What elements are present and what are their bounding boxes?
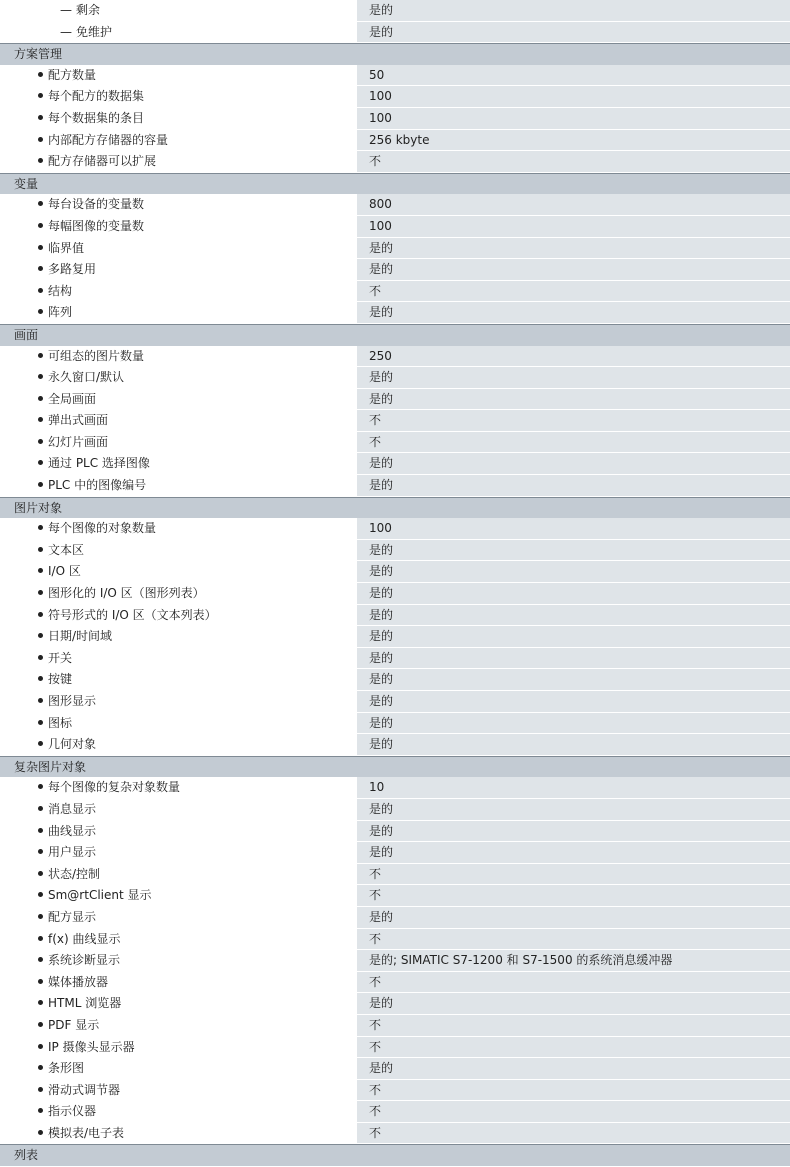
spec-value: 50	[357, 65, 790, 87]
spec-value: 是的	[357, 842, 790, 864]
spec-label: 几何对象	[48, 737, 97, 752]
spec-label-cell	[0, 561, 357, 583]
spec-label: 消息显示	[48, 801, 97, 816]
spec-label-cell	[0, 885, 357, 907]
section-header: 变量	[0, 173, 790, 195]
bullet-icon	[38, 93, 43, 98]
spec-label: 通过 PLC 选择图像	[48, 456, 150, 471]
spec-label-cell	[0, 799, 357, 821]
spec-value: 100	[357, 216, 790, 238]
spec-value: 是的	[357, 540, 790, 562]
spec-value: 不	[357, 1015, 790, 1037]
spec-label: 配方存储器可以扩展	[48, 154, 157, 169]
spec-label: 滑动式调节器	[48, 1082, 121, 1097]
spec-row	[0, 821, 790, 843]
spec-row	[0, 885, 790, 907]
section-header: 列表	[0, 1144, 790, 1166]
spec-value: 256 kbyte	[357, 130, 790, 152]
spec-label-cell	[0, 648, 357, 670]
dash-marker: —	[60, 3, 72, 17]
spec-value: 不	[357, 864, 790, 886]
spec-label-cell	[0, 432, 357, 454]
spec-row	[0, 108, 790, 130]
spec-value: 是的	[357, 0, 790, 22]
bullet-icon	[38, 158, 43, 163]
bullet-icon	[38, 914, 43, 919]
spec-label: 条形图	[48, 1061, 85, 1076]
spec-value: 是的	[357, 561, 790, 583]
bullet-icon	[38, 547, 43, 552]
spec-label-cell	[0, 972, 357, 994]
spec-label: PDF 显示	[48, 1017, 100, 1032]
bullet-icon	[38, 1000, 43, 1005]
spec-label: 幻灯片画面	[48, 434, 109, 449]
spec-row	[0, 346, 790, 368]
spec-value: 是的	[357, 259, 790, 281]
spec-label-cell	[0, 1080, 357, 1102]
bullet-icon	[38, 525, 43, 530]
spec-label: 多路复用	[48, 262, 97, 277]
spec-label: 永久窗口/默认	[48, 370, 125, 385]
spec-row	[0, 1123, 790, 1145]
section-header: 图片对象	[0, 497, 790, 519]
spec-row	[0, 518, 790, 540]
bullet-icon	[38, 892, 43, 897]
spec-row	[0, 194, 790, 216]
spec-label: I/O 区	[48, 564, 81, 579]
spec-label: 状态/控制	[48, 866, 101, 881]
spec-label-cell	[0, 734, 357, 756]
bullet-icon	[38, 871, 43, 876]
spec-value: 是的	[357, 583, 790, 605]
spec-label-cell	[0, 453, 357, 475]
spec-row	[0, 281, 790, 303]
bullet-icon	[38, 676, 43, 681]
spec-label-cell	[0, 691, 357, 713]
spec-label-cell	[0, 1037, 357, 1059]
spec-label-cell	[0, 777, 357, 799]
spec-row	[0, 929, 790, 951]
spec-row	[0, 389, 790, 411]
spec-value: 是的	[357, 367, 790, 389]
spec-row	[0, 1037, 790, 1059]
spec-label-cell	[0, 22, 357, 44]
spec-row	[0, 950, 790, 972]
bullet-icon	[38, 72, 43, 77]
spec-label-cell	[0, 130, 357, 152]
spec-label: 每个配方的数据集	[48, 89, 145, 104]
spec-label-cell	[0, 907, 357, 929]
spec-label: 指示仪器	[48, 1104, 97, 1119]
spec-value: 是的	[357, 22, 790, 44]
spec-label: 每个图像的对象数量	[48, 521, 157, 536]
spec-label: 结构	[48, 283, 73, 298]
spec-label-cell	[0, 713, 357, 735]
spec-value: 是的	[357, 626, 790, 648]
spec-value: 是的	[357, 993, 790, 1015]
spec-label: 图标	[48, 715, 73, 730]
spec-label-cell	[0, 626, 357, 648]
spec-label-cell	[0, 0, 357, 22]
bullet-icon	[38, 590, 43, 595]
spec-label: 图形显示	[48, 694, 97, 708]
spec-label: 用户显示	[48, 845, 97, 860]
spec-value: 是的; SIMATIC S7-1200 和 S7-1500 的系统消息缓冲器	[357, 950, 790, 972]
bullet-icon	[38, 828, 43, 833]
spec-label: 配方显示	[48, 909, 97, 924]
bullet-icon	[38, 374, 43, 379]
spec-row	[0, 799, 790, 821]
spec-label: 曲线显示	[48, 823, 97, 838]
spec-row	[0, 583, 790, 605]
spec-row	[0, 540, 790, 562]
spec-label: 媒体播放器	[48, 974, 109, 989]
spec-value: 100	[357, 518, 790, 540]
spec-label-cell	[0, 389, 357, 411]
spec-label-cell	[0, 259, 357, 281]
bullet-icon	[38, 309, 43, 314]
spec-label-cell	[0, 65, 357, 87]
spec-label: 配方数量	[48, 67, 97, 82]
bullet-icon	[38, 417, 43, 422]
bullet-icon	[38, 137, 43, 142]
spec-label: PLC 中的图像编号	[48, 478, 147, 493]
spec-value: 100	[357, 108, 790, 130]
spec-value: 不	[357, 1123, 790, 1145]
spec-value: 是的	[357, 475, 790, 497]
spec-value: 是的	[357, 713, 790, 735]
spec-value: 是的	[357, 389, 790, 411]
bullet-icon	[38, 741, 43, 746]
spec-label-cell	[0, 842, 357, 864]
spec-label-cell	[0, 518, 357, 540]
spec-label: 每幅图像的变量数	[48, 218, 145, 233]
spec-label: 剩余	[76, 3, 101, 17]
bullet-icon	[38, 1065, 43, 1070]
spec-row	[0, 259, 790, 281]
spec-label: 临界值	[48, 240, 85, 255]
spec-row	[0, 669, 790, 691]
spec-value: 是的	[357, 821, 790, 843]
bullet-icon	[38, 201, 43, 206]
spec-value: 100	[357, 86, 790, 108]
spec-row	[0, 842, 790, 864]
bullet-icon	[38, 245, 43, 250]
spec-value: 是的	[357, 1058, 790, 1080]
spec-row	[0, 238, 790, 260]
spec-label: 模拟表/电子表	[48, 1125, 125, 1140]
spec-value: 不	[357, 885, 790, 907]
bullet-icon	[38, 698, 43, 703]
spec-row	[0, 993, 790, 1015]
section-header: 方案管理	[0, 43, 790, 65]
spec-value: 不	[357, 410, 790, 432]
spec-label: 图形化的 I/O 区（图形列表）	[48, 586, 205, 601]
spec-label: 系统诊断显示	[48, 953, 121, 968]
spec-value: 不	[357, 1101, 790, 1123]
spec-value: 是的	[357, 238, 790, 260]
spec-label-cell	[0, 410, 357, 432]
bullet-icon	[38, 1130, 43, 1135]
spec-label-cell	[0, 108, 357, 130]
spec-label: 全局画面	[48, 391, 97, 406]
spec-row	[0, 691, 790, 713]
spec-value: 是的	[357, 302, 790, 324]
spec-row	[0, 713, 790, 735]
spec-label-cell	[0, 821, 357, 843]
spec-label-cell	[0, 302, 357, 324]
spec-row	[0, 410, 790, 432]
bullet-icon	[38, 266, 43, 271]
bullet-icon	[38, 612, 43, 617]
spec-label-cell	[0, 929, 357, 951]
bullet-icon	[38, 1022, 43, 1027]
bullet-icon	[38, 439, 43, 444]
spec-label-cell	[0, 540, 357, 562]
spec-label-cell	[0, 583, 357, 605]
spec-label: 每台设备的变量数	[48, 197, 145, 212]
bullet-icon	[38, 957, 43, 962]
spec-row	[0, 302, 790, 324]
spec-row	[0, 1058, 790, 1080]
bullet-icon	[38, 979, 43, 984]
bullet-icon	[38, 396, 43, 401]
spec-row	[0, 130, 790, 152]
spec-label: 按键	[48, 672, 73, 687]
spec-label-cell	[0, 151, 357, 173]
spec-value: 不	[357, 972, 790, 994]
spec-value: 800	[357, 194, 790, 216]
spec-label-cell	[0, 950, 357, 972]
bullet-icon	[38, 849, 43, 854]
spec-value: 10	[357, 777, 790, 799]
spec-label: 符号形式的 I/O 区（文本列表）	[48, 607, 217, 622]
spec-row	[0, 86, 790, 108]
spec-value: 250	[357, 346, 790, 368]
spec-row	[0, 605, 790, 627]
spec-value: 是的	[357, 691, 790, 713]
spec-label: 弹出式画面	[48, 413, 109, 428]
spec-value: 是的	[357, 734, 790, 756]
spec-row	[0, 907, 790, 929]
sub-spec-row	[0, 0, 790, 22]
spec-value: 是的	[357, 669, 790, 691]
sub-spec-row	[0, 22, 790, 44]
bullet-icon	[38, 1044, 43, 1049]
bullet-icon	[38, 1108, 43, 1113]
spec-value: 不	[357, 281, 790, 303]
spec-row	[0, 65, 790, 87]
spec-row	[0, 151, 790, 173]
spec-label: HTML 浏览器	[48, 996, 122, 1011]
spec-label: 内部配方存储器的容量	[48, 132, 169, 147]
spec-label-cell	[0, 216, 357, 238]
spec-label-cell	[0, 346, 357, 368]
spec-label-cell	[0, 669, 357, 691]
spec-value: 不	[357, 1037, 790, 1059]
spec-row	[0, 216, 790, 238]
dash-marker: —	[60, 24, 72, 39]
bullet-icon	[38, 936, 43, 941]
spec-value: 是的	[357, 453, 790, 475]
bullet-icon	[38, 460, 43, 465]
spec-label: 每个图像的复杂对象数量	[48, 780, 181, 795]
spec-row	[0, 777, 790, 799]
section-header: 画面	[0, 324, 790, 346]
spec-row	[0, 475, 790, 497]
section-header: 复杂图片对象	[0, 756, 790, 778]
spec-label: 文本区	[48, 542, 85, 557]
bullet-icon	[38, 288, 43, 293]
spec-row	[0, 367, 790, 389]
spec-row	[0, 648, 790, 670]
spec-label-cell	[0, 1101, 357, 1123]
spec-value: 不	[357, 432, 790, 454]
spec-row	[0, 734, 790, 756]
spec-label-cell	[0, 281, 357, 303]
bullet-icon	[38, 115, 43, 120]
spec-label-cell	[0, 194, 357, 216]
bullet-icon	[38, 655, 43, 660]
spec-label-cell	[0, 238, 357, 260]
spec-label-cell	[0, 367, 357, 389]
spec-label: f(x) 曲线显示	[48, 931, 121, 946]
spec-label-cell	[0, 1123, 357, 1145]
spec-label-cell	[0, 475, 357, 497]
spec-label-cell	[0, 993, 357, 1015]
spec-row	[0, 432, 790, 454]
spec-label-cell	[0, 605, 357, 627]
spec-label: IP 摄像头显示器	[48, 1039, 135, 1054]
spec-row	[0, 453, 790, 475]
spec-label-cell	[0, 86, 357, 108]
spec-value: 不	[357, 1080, 790, 1102]
bullet-icon	[38, 568, 43, 573]
spec-label-cell	[0, 864, 357, 886]
spec-value: 是的	[357, 907, 790, 929]
spec-value: 是的	[357, 799, 790, 821]
bullet-icon	[38, 806, 43, 811]
bullet-icon	[38, 223, 43, 228]
spec-label: 开关	[48, 650, 73, 665]
bullet-icon	[38, 1087, 43, 1092]
spec-label-cell	[0, 1015, 357, 1037]
spec-value: 是的	[357, 605, 790, 627]
spec-label: 可组态的图片数量	[48, 348, 145, 363]
spec-row	[0, 972, 790, 994]
spec-value: 不	[357, 929, 790, 951]
spec-label: 免维护	[76, 24, 113, 39]
spec-label: 日期/时间域	[48, 629, 113, 644]
spec-row	[0, 864, 790, 886]
bullet-icon	[38, 633, 43, 638]
spec-row	[0, 561, 790, 583]
spec-value: 不	[357, 151, 790, 173]
spec-value: 是的	[357, 648, 790, 670]
spec-row	[0, 1015, 790, 1037]
spec-label: Sm@rtClient 显示	[48, 888, 152, 903]
spec-row	[0, 626, 790, 648]
bullet-icon	[38, 720, 43, 725]
spec-row	[0, 1101, 790, 1123]
spec-row	[0, 1080, 790, 1102]
spec-label: 阵列	[48, 305, 73, 320]
spec-label: 每个数据集的条目	[48, 110, 145, 125]
bullet-icon	[38, 482, 43, 487]
spec-label-cell	[0, 1058, 357, 1080]
bullet-icon	[38, 353, 43, 358]
bullet-icon	[38, 784, 43, 789]
